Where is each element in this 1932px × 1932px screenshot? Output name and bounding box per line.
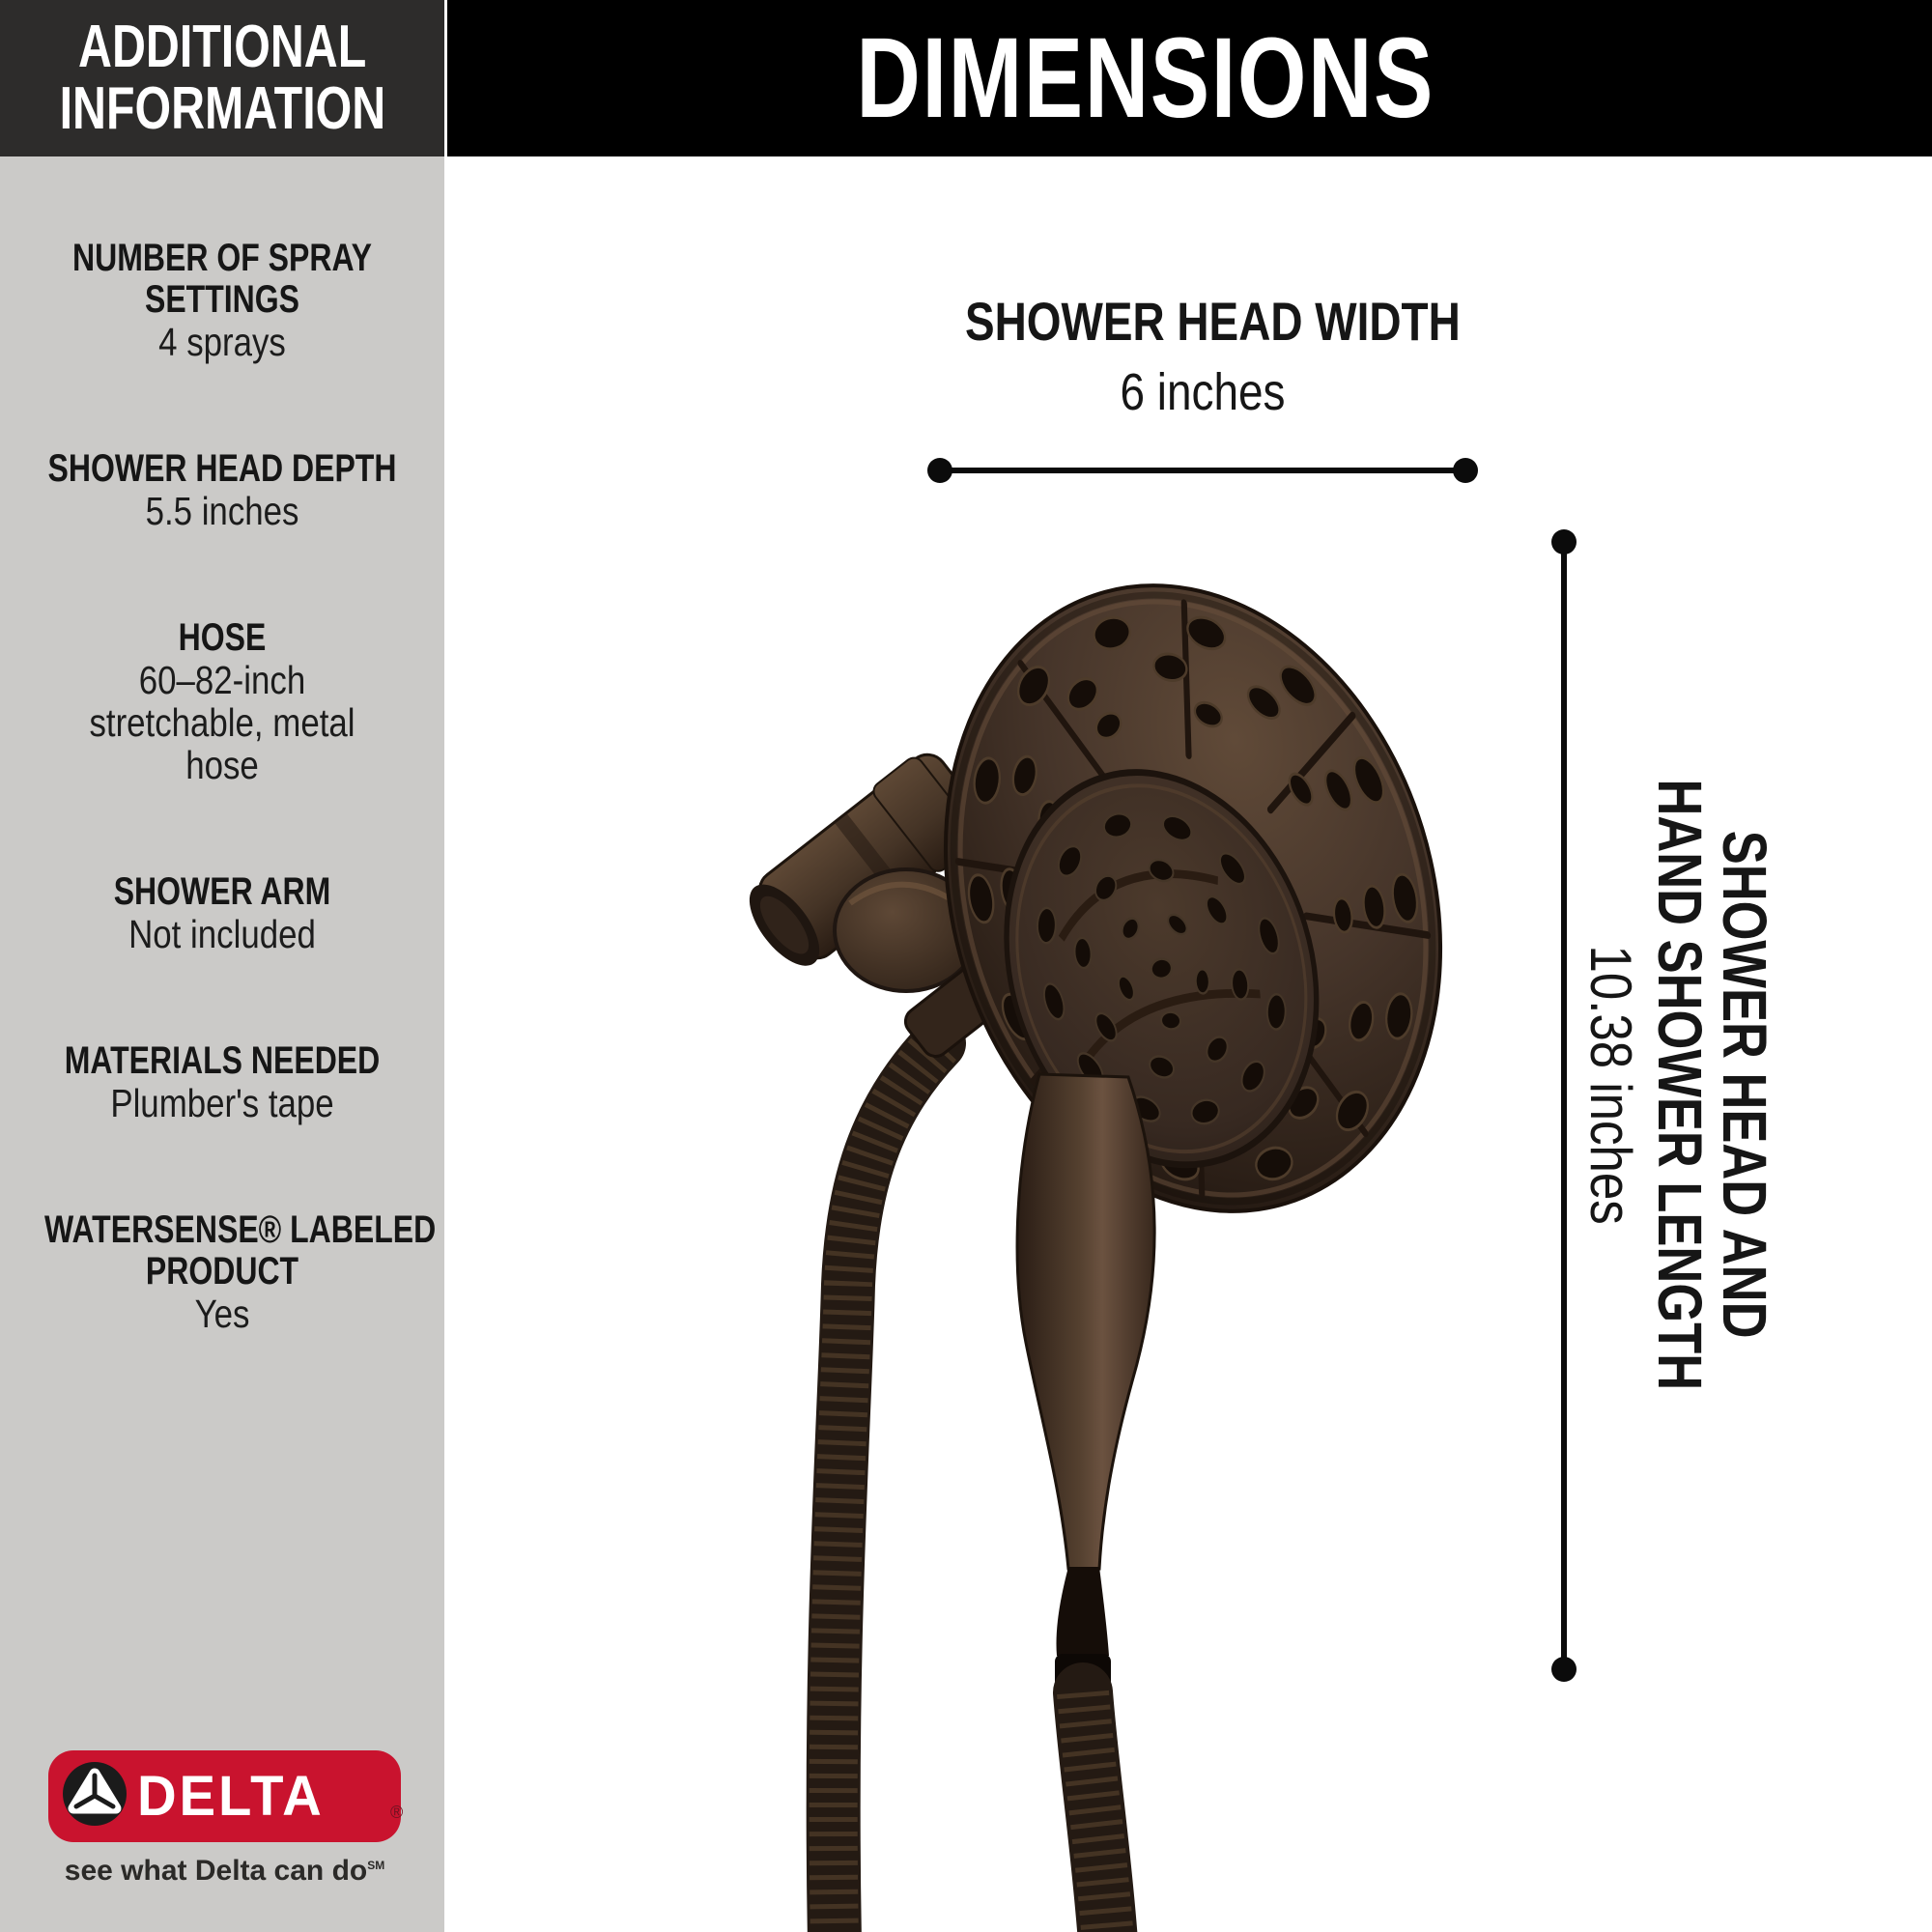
shower-head (870, 524, 1515, 1273)
width-value: 6 inches (1120, 363, 1286, 421)
registered-mark: ® (390, 1803, 404, 1822)
dimension-line-width (927, 458, 1478, 483)
spec-title: NUMBER OF SPRAY (72, 237, 372, 279)
spec-title: SHOWER ARM (113, 870, 331, 913)
spec-value: 5.5 inches (145, 489, 299, 533)
sidebar-title-line: INFORMATION (59, 75, 385, 142)
shower-hose (834, 1043, 939, 1932)
length-label-line1: SHOWER HEAD AND (1710, 831, 1779, 1339)
length-value: 10.38 inches (1578, 945, 1643, 1225)
length-annotation (1578, 779, 1779, 1391)
spec-title: HOSE (178, 616, 267, 659)
spec-title: SETTINGS (144, 278, 300, 321)
service-mark: SM (367, 1859, 385, 1872)
page-title: DIMENSIONS (856, 14, 1435, 142)
spec-title: PRODUCT (145, 1250, 299, 1293)
spec-value: hose (185, 743, 259, 787)
delta-wordmark: DELTA (137, 1765, 325, 1828)
width-annotation (913, 290, 1492, 422)
hand-shower-handle (1017, 1074, 1154, 1689)
spec-title: WATERSENSE® LABELED (44, 1208, 437, 1251)
spec-value: stretchable, metal (89, 700, 355, 745)
sidebar-title-line: ADDITIONAL (77, 14, 367, 80)
dimension-line-length (1551, 529, 1577, 1682)
width-label: SHOWER HEAD WIDTH (965, 291, 1461, 352)
spec-title: SHOWER HEAD DEPTH (47, 447, 397, 490)
spec-value: 60–82-inch (138, 658, 306, 702)
spec-value: Not included (128, 912, 316, 956)
spec-value: Yes (194, 1292, 250, 1336)
length-label-line2: HAND SHOWER LENGTH (1645, 779, 1715, 1391)
hand-shower-hose (1083, 1692, 1108, 1932)
delta-tagline: see what Delta can do℠ (64, 1855, 385, 1887)
spec-value: Plumber's tape (110, 1081, 334, 1125)
spec-value: 4 sprays (158, 320, 286, 364)
spec-title: MATERIALS NEEDED (64, 1039, 381, 1082)
